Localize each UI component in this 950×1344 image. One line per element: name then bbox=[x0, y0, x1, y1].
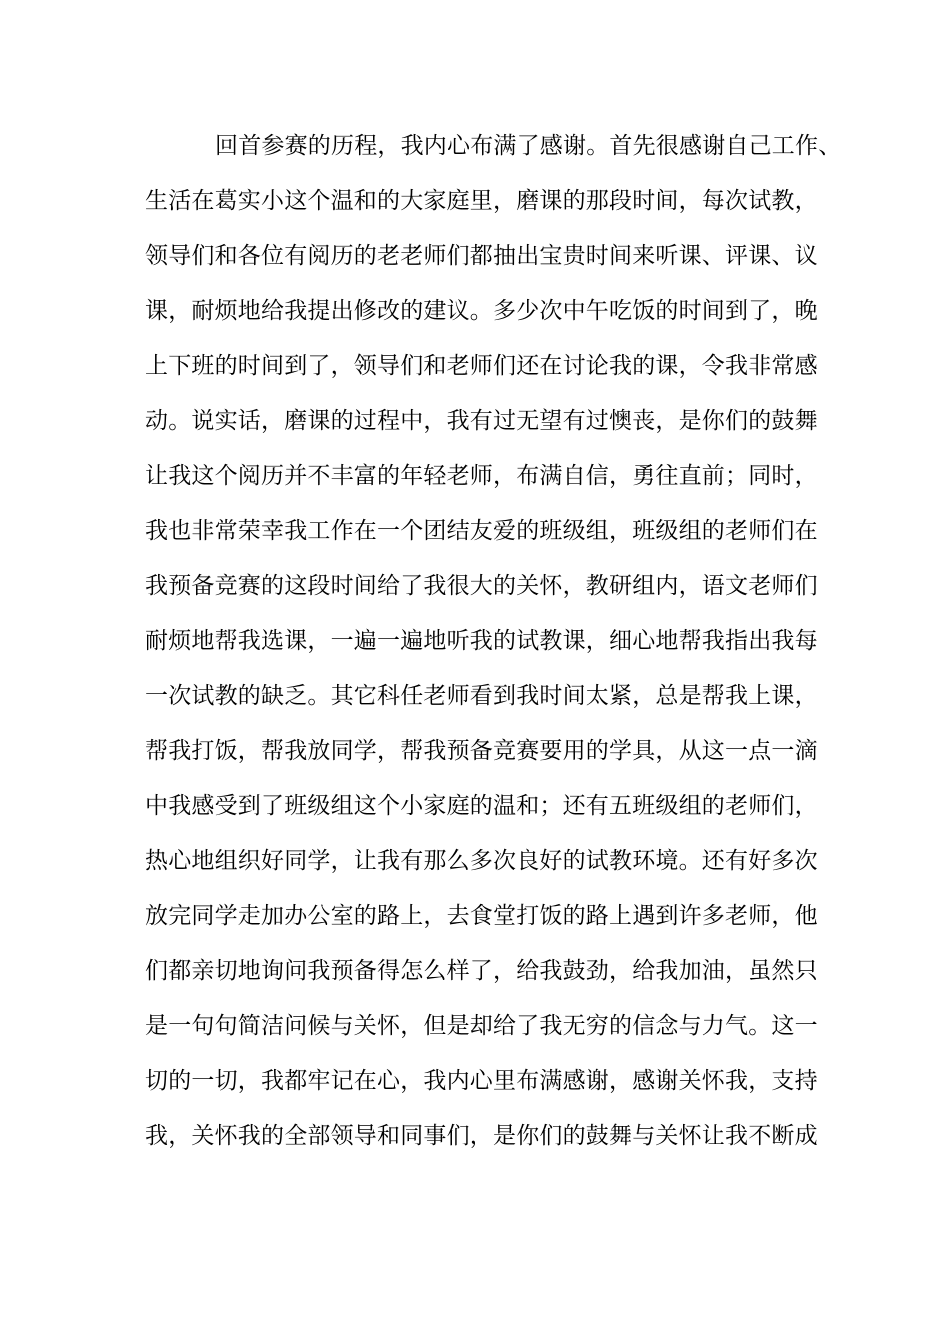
text-line: 我，关怀我的全部领导和同事们，是你们的鼓舞与关怀让我不断成 bbox=[145, 1123, 818, 1149]
text-line: 动。说实话，磨课的过程中，我有过无望有过懊丧，是你们的鼓舞 bbox=[145, 408, 818, 434]
text-line: 课，耐烦地给我提出修改的建议。多少次中午吃饭的时间到了，晚 bbox=[145, 298, 818, 324]
text-line: 放完同学走加办公室的路上，去食堂打饭的路上遇到许多老师，他 bbox=[145, 903, 818, 929]
text-line: 生活在葛实小这个温和的大家庭里，磨课的那段时间，每次试教， bbox=[145, 188, 818, 214]
text-line: 们都亲切地询问我预备得怎么样了，给我鼓劲，给我加油，虽然只 bbox=[145, 958, 818, 984]
text-line: 一次试教的缺乏。其它科任老师看到我时间太紧，总是帮我上课， bbox=[145, 683, 818, 709]
text-line: 我也非常荣幸我工作在一个团结友爱的班级组，班级组的老师们在 bbox=[145, 518, 818, 544]
text-line: 中我感受到了班级组这个小家庭的温和；还有五班级组的老师们， bbox=[145, 793, 818, 819]
text-line: 热心地组织好同学，让我有那么多次良好的试教环境。还有好多次 bbox=[145, 848, 818, 874]
text-line: 切的一切，我都牢记在心，我内心里布满感谢，感谢关怀我，支持 bbox=[145, 1068, 818, 1094]
text-line: 我预备竞赛的这段时间给了我很大的关怀，教研组内，语文老师们 bbox=[145, 573, 818, 599]
text-line: 上下班的时间到了，领导们和老师们还在讨论我的课，令我非常感 bbox=[145, 353, 818, 379]
text-line: 耐烦地帮我选课，一遍一遍地听我的试教课，细心地帮我指出我每 bbox=[145, 628, 818, 654]
text-line: 是一句句简洁问候与关怀，但是却给了我无穷的信念与力气。这一 bbox=[145, 1013, 818, 1039]
text-line: 领导们和各位有阅历的老老师们都抽出宝贵时间来听课、评课、议 bbox=[145, 243, 818, 269]
text-line: 让我这个阅历并不丰富的年轻老师，布满自信，勇往直前；同时， bbox=[145, 463, 818, 489]
text-line: 回首参赛的历程，我内心布满了感谢。首先很感谢自己工作、 bbox=[215, 133, 842, 159]
text-line: 帮我打饭，帮我放同学，帮我预备竞赛要用的学具，从这一点一滴 bbox=[145, 738, 818, 764]
